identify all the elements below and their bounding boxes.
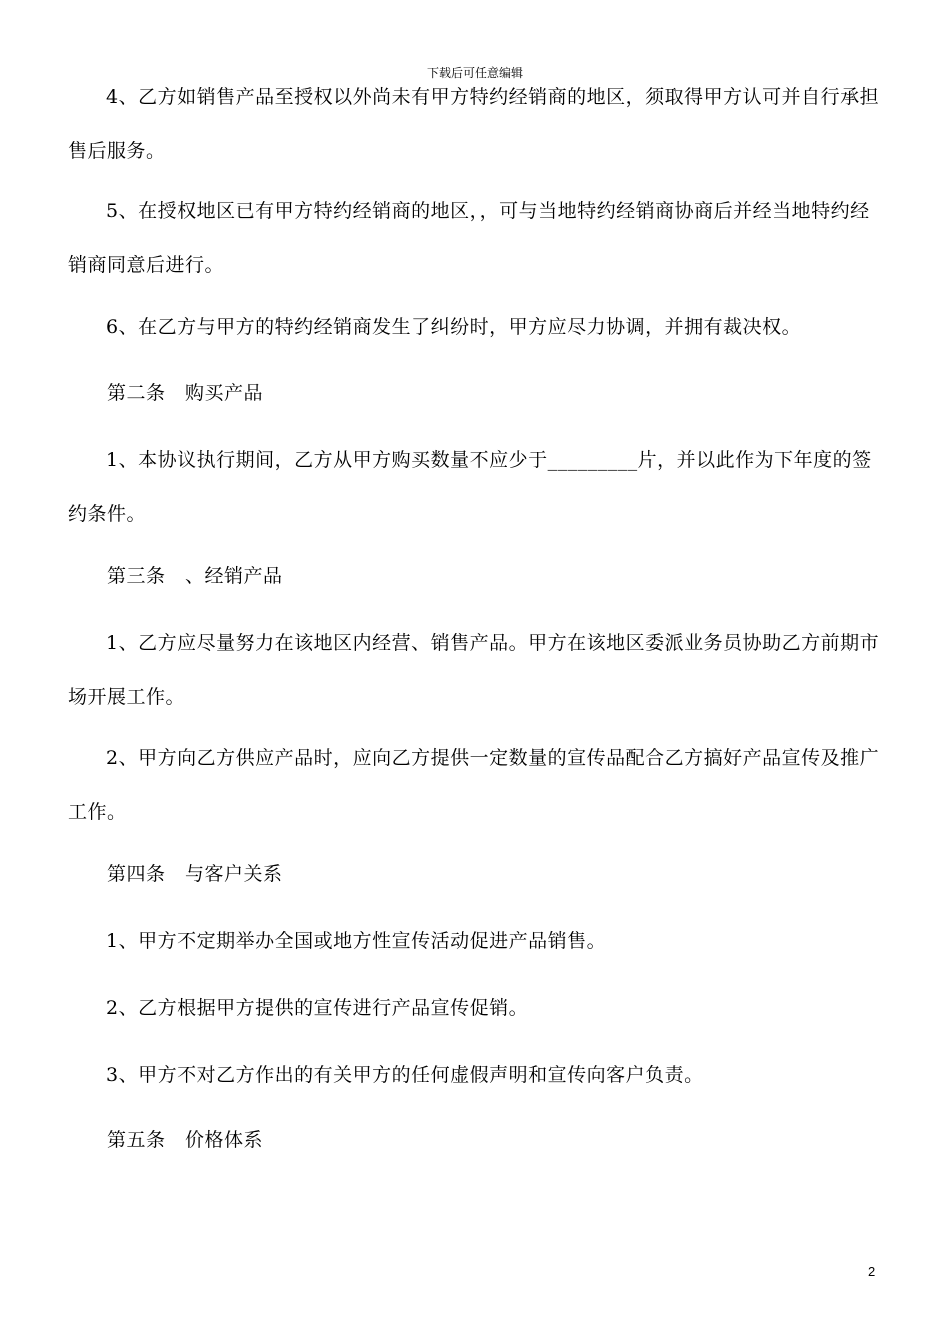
clause-6-paragraph: 6、在乙方与甲方的特约经销商发生了纠纷时，甲方应尽力协调，并拥有裁决权。 (106, 316, 802, 338)
clause-4-paragraph: 4、乙方如销售产品至授权以外尚未有甲方特约经销商的地区，须取得甲方认可并自行承担售后服务。 (68, 86, 880, 162)
article-4-clause-3: 3、甲方不对乙方作出的有关甲方的任何虚假声明和宣传向客户负责。 (106, 1064, 704, 1086)
page-number: 2 (868, 1264, 876, 1279)
clause-5-paragraph: 5、在授权地区已有甲方特约经销商的地区，，可与当地特约经销商协商后并经当地特约经销商同意后进行。 (68, 200, 870, 276)
article-3-clause-2: 2、甲方向乙方供应产品时，应向乙方提供一定数量的宣传品配合乙方搞好产品宣传及推广工作。 (68, 747, 880, 823)
article-4-heading: 第四条 与客户关系 (107, 863, 283, 885)
article-4-clause-2: 2、乙方根据甲方提供的宣传进行产品宣传促销。 (106, 997, 529, 1019)
header-note: 下载后可任意编辑 (426, 66, 523, 80)
article-3-clause-1: 1、乙方应尽量努力在该地区内经营、销售产品。甲方在该地区委派业务员协助乙方前期市场开展工作。 (68, 632, 880, 708)
article-2-heading: 第二条 购买产品 (107, 382, 264, 404)
article-5-heading: 第五条 价格体系 (107, 1129, 264, 1151)
article-4-clause-1: 1、甲方不定期举办全国或地方性宣传活动促进产品销售。 (106, 930, 607, 952)
article-3-heading: 第三条 、经销产品 (107, 565, 283, 587)
article-2-clause-1: 1、本协议执行期间，乙方从甲方购买数量不应少于_________片，并以此作为下年度的签约条件。 (68, 449, 872, 525)
